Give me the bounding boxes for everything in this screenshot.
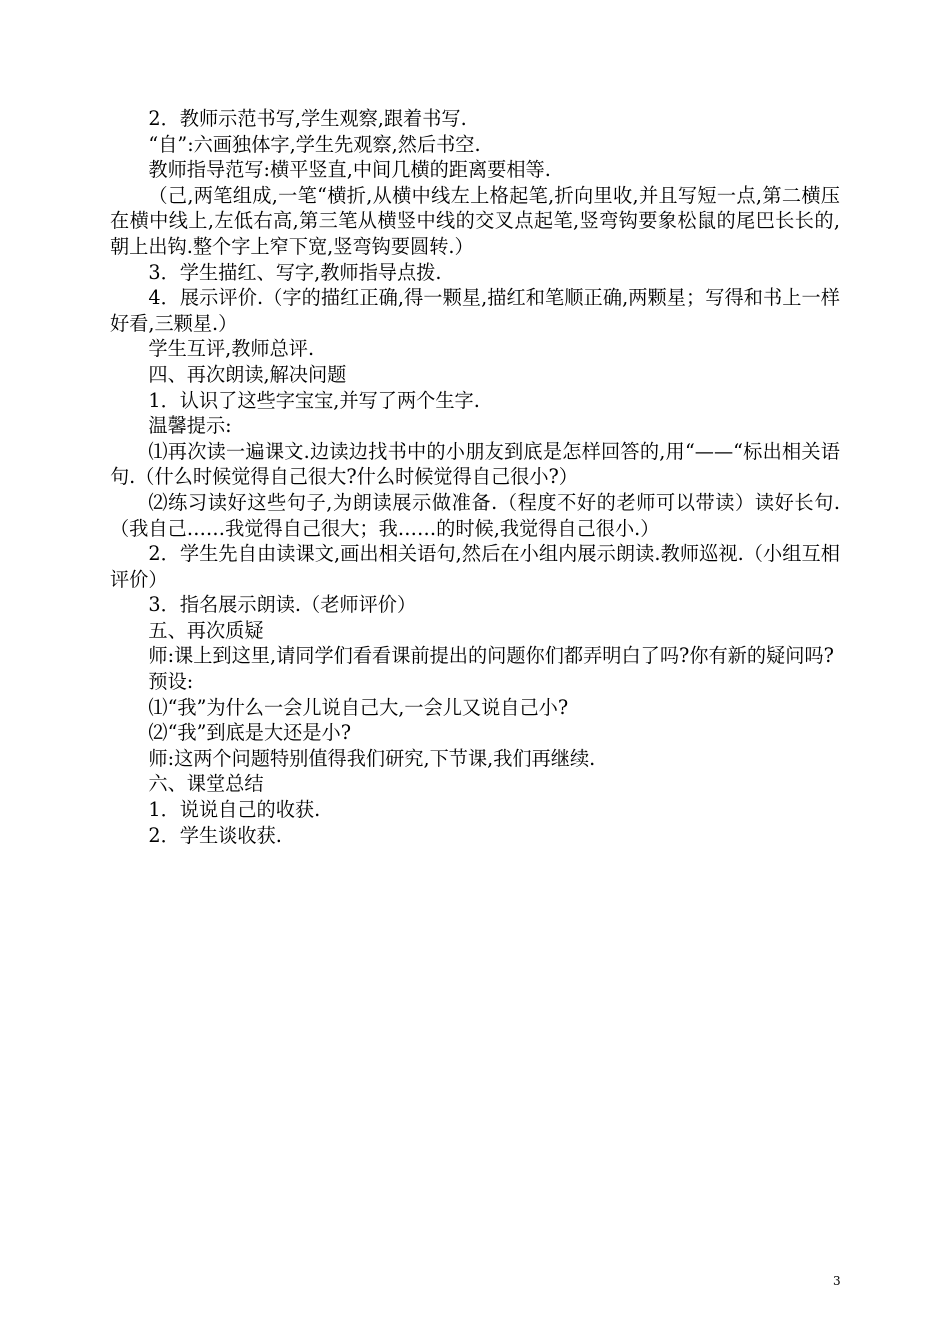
paragraph: 师:课上到这里,请同学们看看课前提出的问题你们都弄明白了吗?你有新的疑问吗? <box>148 644 834 668</box>
paragraph: 1．认识了这些字宝宝,并写了两个生字. <box>148 388 480 412</box>
paragraph: ⑴“我”为什么一会儿说自己大,一会儿又说自己小? <box>148 695 569 719</box>
paragraph: 师:这两个问题特别值得我们研究,下节课,我们再继续. <box>148 746 596 770</box>
paragraph: “自”:六画独体字,学生先观察,然后书空. <box>148 132 481 156</box>
paragraph: ⑴再次读一遍课文.边读边找书中的小朋友到底是怎样回答的,用“——“标出相关语句.（什么时候觉得自己很大?什么时候觉得自己很小?） <box>110 439 840 489</box>
page-number: 3 <box>833 1274 841 1288</box>
paragraph: 4．展示评价.（字的描红正确,得一颗星,描红和笔顺正确,两颗星；写得和书上一样好看,三颗星.） <box>110 286 840 335</box>
paragraph: 温馨提示: <box>148 414 232 438</box>
body-text <box>0 106 950 848</box>
paragraph: 1．说说自己的收获. <box>148 798 321 822</box>
paragraph: 教师指导范写:横平竖直,中间几横的距离要相等. <box>148 158 551 182</box>
paragraph: ⑵练习读好这些句子,为朗读展示做准备.（程度不好的老师可以带读）读好长句.（我自己……我觉得自己很大；我……的时候,我觉得自己很小.） <box>110 490 840 540</box>
section-heading: 四、再次朗读,解决问题 <box>148 362 347 386</box>
paragraph: 2．教师示范书写,学生观察,跟着书写. <box>148 107 467 130</box>
paragraph: （己,两笔组成,一笔“横折,从横中线左上格起笔,折向里收,并且写短一点,第二横压在横中线上,左低右高,第三笔从横竖中线的交叉点起笔,竖弯钩要象松鼠的尾巴长长的,朝上出钩.整个字上窄下宽,竖弯钩要圆转.） <box>110 183 840 258</box>
section-heading: 五、再次质疑 <box>148 618 264 642</box>
paragraph: 3．指名展示朗读.（老师评价） <box>148 593 417 617</box>
paragraph: 学生互评,教师总评. <box>148 337 315 361</box>
paragraph: 预设: <box>148 670 194 694</box>
paragraph: 2．学生谈收获. <box>148 823 282 847</box>
section-heading: 六、课堂总结 <box>148 772 264 796</box>
paragraph: 2．学生先自由读课文,画出相关语句,然后在小组内展示朗读.教师巡视.（小组互相评价） <box>110 542 840 591</box>
paragraph: ⑵“我”到底是大还是小? <box>148 721 351 745</box>
paragraph: 3．学生描红、写字,教师指导点拨. <box>148 260 442 284</box>
